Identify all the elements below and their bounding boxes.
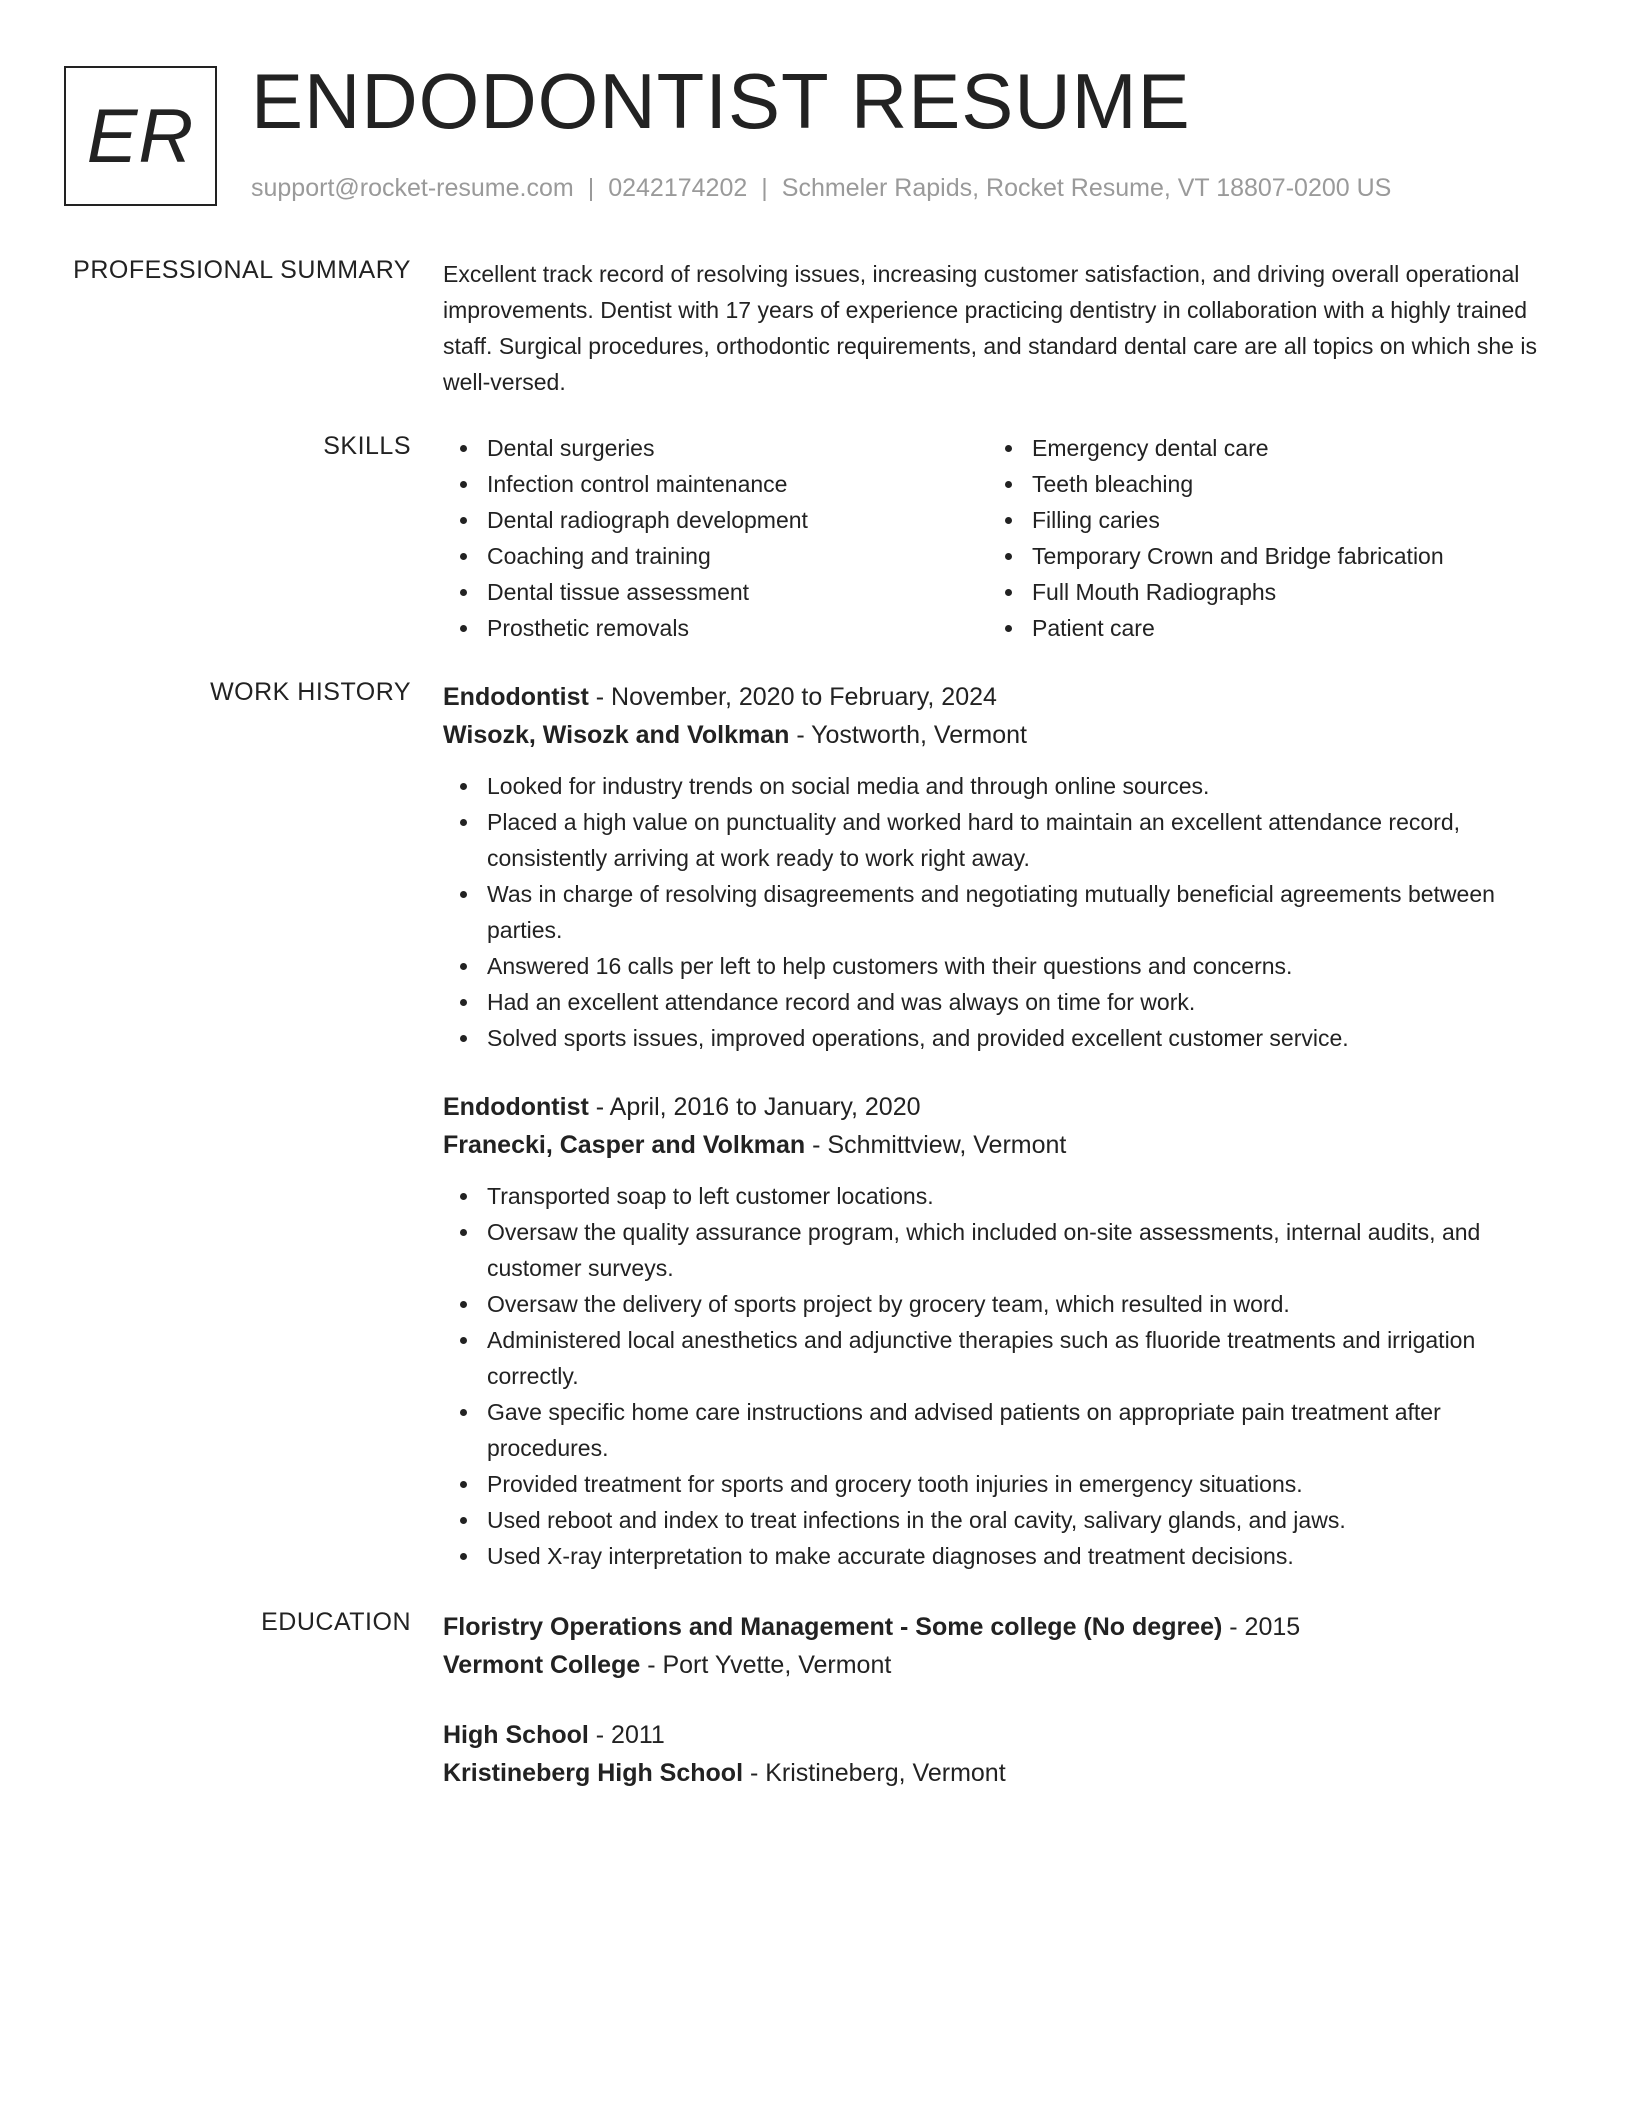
- skill-item: Filling caries: [988, 502, 1533, 538]
- job-bullets: [443, 768, 1563, 1056]
- job-title-line: [443, 678, 1563, 716]
- job-bullet: Administered local anesthetics and adjunctive therapies such as fluoride treatments and irrigation correctly.: [443, 1322, 1563, 1394]
- education-location: - Port Yvette, Vermont: [640, 1651, 892, 1679]
- skill-item: Infection control maintenance: [443, 466, 988, 502]
- skill-item: Patient care: [988, 610, 1533, 646]
- job-bullet: Answered 16 calls per left to help customers with their questions and concerns.: [443, 948, 1563, 984]
- education-location: - Kristineberg, Vermont: [743, 1759, 1006, 1787]
- job-bullets: [443, 1178, 1563, 1574]
- job-dates: - November, 2020 to February, 2024: [588, 683, 997, 711]
- contact-email: support@rocket-resume.com: [251, 174, 574, 202]
- job-bullet: Oversaw the quality assurance program, which included on-site assessments, internal audits, and customer surveys.: [443, 1214, 1563, 1286]
- education-school: Vermont College: [443, 1651, 641, 1679]
- education-degree-line: [443, 1716, 1563, 1754]
- job-company: Wisozk, Wisozk and Volkman: [443, 721, 790, 749]
- skill-item: Teeth bleaching: [988, 466, 1533, 502]
- job-bullet: Used X-ray interpretation to make accurate diagnoses and treatment decisions.: [443, 1538, 1563, 1574]
- summary-label: PROFESSIONAL SUMMARY: [73, 256, 411, 284]
- job-bullet: Provided treatment for sports and grocery tooth injuries in emergency situations.: [443, 1466, 1563, 1502]
- summary-text: Excellent track record of resolving issues, increasing customer satisfaction, and driving overall operational improvements. Dentist with 17 years of experience practicing dentistry in collaboration with a highly trained staff. Surgical procedures, orthodontic requirements, and standard dental care are all topics on which she is well-versed.: [443, 261, 1537, 395]
- skill-item: Temporary Crown and Bridge fabrication: [988, 538, 1533, 574]
- skills-content: [443, 430, 1563, 646]
- contact-separator: |: [587, 174, 595, 202]
- skill-item: Prosthetic removals: [443, 610, 988, 646]
- job-entry: [443, 678, 1563, 1056]
- education-degree-line: [443, 1608, 1563, 1646]
- contact-phone: 0242174202: [608, 174, 748, 202]
- education-year: - 2015: [1222, 1613, 1301, 1641]
- job-bullet: Was in charge of resolving disagreements and negotiating mutually beneficial agreements between parties.: [443, 876, 1563, 948]
- job-location: - Schmittview, Vermont: [805, 1131, 1067, 1159]
- skill-item: Full Mouth Radiographs: [988, 574, 1533, 610]
- contact-separator: |: [761, 174, 768, 202]
- contact-line: [251, 174, 1391, 203]
- job-title: Endodontist: [443, 683, 589, 711]
- skill-item: Dental tissue assessment: [443, 574, 988, 610]
- education-label: EDUCATION: [261, 1608, 411, 1636]
- job-dates: - April, 2016 to January, 2020: [588, 1093, 921, 1121]
- job-bullet: Gave specific home care instructions and advised patients on appropriate pain treatment after procedures.: [443, 1394, 1563, 1466]
- job-bullet: Transported soap to left customer locations.: [443, 1178, 1563, 1214]
- job-location: - Yostworth, Vermont: [789, 721, 1027, 749]
- skills-list-left: [443, 430, 988, 646]
- job-title-line: [443, 1088, 1563, 1126]
- skills-list-right: [988, 430, 1533, 646]
- job-bullet: Solved sports issues, improved operations, and provided excellent customer service.: [443, 1020, 1563, 1056]
- job-bullet: Used reboot and index to treat infections in the oral cavity, salivary glands, and jaws.: [443, 1502, 1563, 1538]
- summary-content: [443, 256, 1563, 400]
- job-bullet: Looked for industry trends on social media and through online sources.: [443, 768, 1563, 804]
- job-company-line: [443, 716, 1563, 754]
- education-degree: High School: [443, 1721, 589, 1749]
- contact-address: Schmeler Rapids, Rocket Resume, VT 18807-0200 US: [781, 174, 1392, 202]
- education-school-line: [443, 1754, 1563, 1792]
- education-school: Kristineberg High School: [443, 1759, 744, 1787]
- education-year: - 2011: [588, 1721, 665, 1749]
- job-title: Endodontist: [443, 1093, 589, 1121]
- resume-title: ENDODONTIST RESUME: [251, 57, 1191, 145]
- skill-item: Dental surgeries: [443, 430, 988, 466]
- job-company: Franecki, Casper and Volkman: [443, 1131, 806, 1159]
- education-school-line: [443, 1646, 1563, 1684]
- education-entry: [443, 1716, 1563, 1792]
- job-bullet: Placed a high value on punctuality and worked hard to maintain an excellent attendance record, consistently arriving at work ready to work right away.: [443, 804, 1563, 876]
- monogram-box: [64, 66, 217, 206]
- monogram-text: ER: [86, 93, 195, 179]
- job-company-line: [443, 1126, 1563, 1164]
- skill-item: Coaching and training: [443, 538, 988, 574]
- job-entry: [443, 1088, 1563, 1574]
- skills-label: SKILLS: [323, 432, 411, 460]
- job-bullet: Had an excellent attendance record and was always on time for work.: [443, 984, 1563, 1020]
- job-bullet: Oversaw the delivery of sports project by grocery team, which resulted in word.: [443, 1286, 1563, 1322]
- education-entry: [443, 1608, 1563, 1684]
- skill-item: Dental radiograph development: [443, 502, 988, 538]
- skill-item: Emergency dental care: [988, 430, 1533, 466]
- work-label: WORK HISTORY: [210, 678, 411, 706]
- education-degree: Floristry Operations and Management - Some college (No degree): [443, 1613, 1223, 1641]
